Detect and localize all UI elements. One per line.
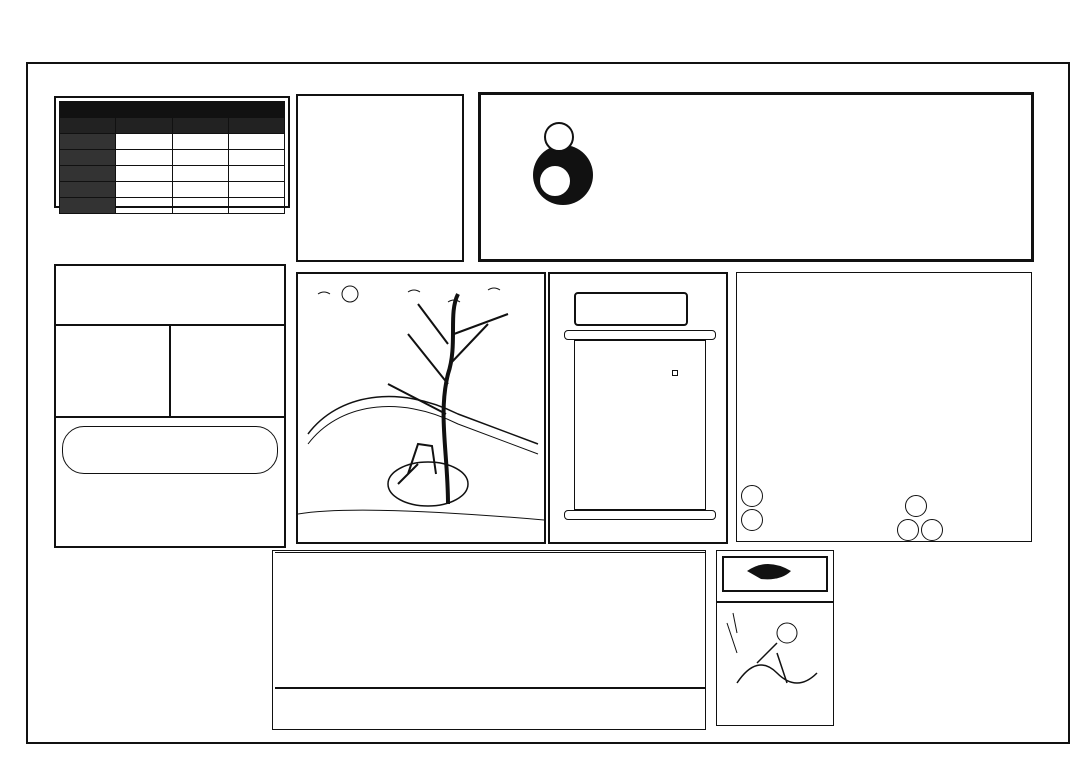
cartoon-panel: [716, 550, 834, 726]
table-row: [60, 182, 285, 198]
analysis-badge: [921, 519, 943, 541]
rank-min: [172, 182, 228, 198]
analysis-badges-left: [741, 485, 763, 531]
special-open-numbers: [62, 426, 278, 474]
tips-signature-line: [306, 102, 454, 122]
tree-man-illustration: [298, 274, 544, 542]
rank-label: [60, 198, 116, 214]
rank-label: [60, 150, 116, 166]
rank-label: [60, 182, 116, 198]
rank-table-header-row: [60, 118, 285, 134]
analysis-panel: [736, 272, 1032, 542]
brand-strip-right: [1044, 88, 1062, 733]
scroll-title-frame: [574, 292, 688, 326]
rank-label: [60, 166, 116, 182]
rank-max: [116, 134, 172, 150]
special-open-row: [56, 326, 284, 418]
rank-give: [228, 198, 284, 214]
banner-balls-graphic: [527, 115, 597, 225]
rank-max: [116, 150, 172, 166]
cartoon-illustration: [717, 603, 833, 713]
rank-min: [172, 134, 228, 150]
table-row: [60, 198, 285, 214]
special-open-panel: [54, 264, 286, 548]
rank-max: [116, 198, 172, 214]
scroll-bottom-rod: [564, 510, 716, 520]
table-row: [60, 150, 285, 166]
analysis-badge: [897, 519, 919, 541]
rank-table: [59, 117, 285, 214]
scroll-top-rod: [564, 330, 716, 340]
scroll-panel: [548, 272, 728, 544]
rank-col-give: [228, 118, 284, 134]
trend-header-numbers: [275, 552, 705, 553]
brand-strip-top: [42, 66, 1042, 84]
rank-col-min: [172, 118, 228, 134]
rank-max: [116, 166, 172, 182]
table-row: [60, 166, 285, 182]
rank-give: [228, 134, 284, 150]
illustration-panel: [296, 272, 546, 544]
analysis-badge: [741, 509, 763, 531]
banner-panel: [478, 92, 1034, 262]
rank-give: [228, 182, 284, 198]
tips-panel: [296, 94, 464, 262]
rank-max: [116, 182, 172, 198]
rank-min: [172, 150, 228, 166]
cartoon-frame-top: [717, 551, 833, 597]
rank-label: [60, 134, 116, 150]
analysis-badge: [741, 485, 763, 507]
rank-table-panel: [54, 96, 290, 208]
analysis-badge: [905, 495, 927, 517]
table-row: [60, 134, 285, 150]
rank-col-max: [116, 118, 172, 134]
blank-panel: [836, 550, 1032, 726]
rank-table-title: [59, 101, 285, 117]
rank-min: [172, 198, 228, 214]
trend-footer-row: [275, 687, 705, 689]
special-open-odd: [171, 326, 284, 416]
rank-col-type: [60, 118, 116, 134]
brand-strip-left: [30, 88, 48, 733]
trend-chart: [272, 550, 706, 730]
analysis-badges-right: [897, 495, 945, 541]
rank-give: [228, 166, 284, 182]
special-open-title: [56, 266, 284, 326]
special-open-big: [56, 326, 171, 416]
rank-min: [172, 166, 228, 182]
scroll-paper: [574, 340, 706, 510]
scroll-caption: [672, 370, 678, 376]
rank-give: [228, 150, 284, 166]
